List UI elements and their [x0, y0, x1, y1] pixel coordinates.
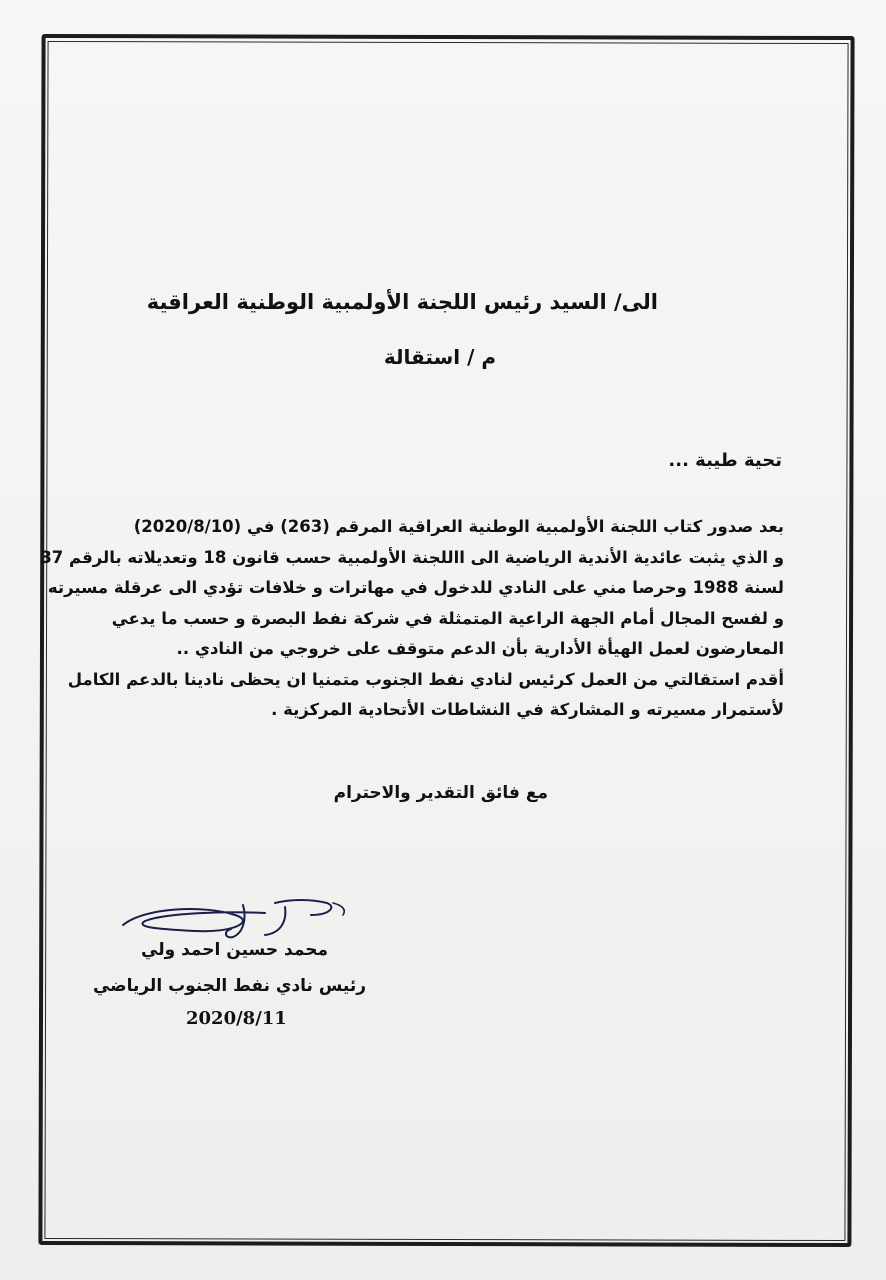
body-line: لأستمرار مسيرته و المشاركة في النشاطات الأتحادية المركزية .: [271, 700, 784, 719]
subject-line: م / استقالة: [383, 345, 496, 369]
signatory-name: محمد حسين احمد ولي: [141, 940, 328, 960]
greeting-line: تحية طيبة ...: [668, 450, 782, 471]
body-line: لسنة 1988 وحرصا مني على النادي للدخول في مهاترات و خلافات تؤدي الى عرقلة مسيرته: [47, 578, 784, 597]
signatory-title: رئيس نادي نفط الجنوب الرياضي: [92, 976, 366, 996]
letter-date: 2020/8/11: [186, 1008, 287, 1029]
body-line: و لفسح المجال أمام الجهة الراعية المتمثلة في شركة نفط البصرة و حسب ما يدعي: [111, 608, 784, 628]
body-line: بعد صدور كتاب اللجنة الأولمبية الوطنية العراقية المرقم (263) في (2020/8/10): [133, 517, 784, 536]
letter-body: [40, 512, 784, 726]
body-line: أقدم استقالتي من العمل كرئيس لنادي نفط الجنوب متمنيا ان يحظى نادينا بالدعم الكامل: [67, 669, 784, 689]
closing-line: مع فائق التقدير والاحترام: [333, 783, 548, 803]
addressee-line: الى/ السيد رئيس اللجنة الأولمبية الوطنية العراقية: [146, 290, 658, 314]
body-line: و الذي يثبت عائدية الأندية الرياضية الى االلجنة الأولمبية حسب قانون 18 وتعديلاته بالرقم 37: [40, 547, 784, 567]
body-line: المعارضون لعمل الهيأة الأدارية بأن الدعم متوقف على خروجي من النادي ..: [176, 639, 784, 658]
